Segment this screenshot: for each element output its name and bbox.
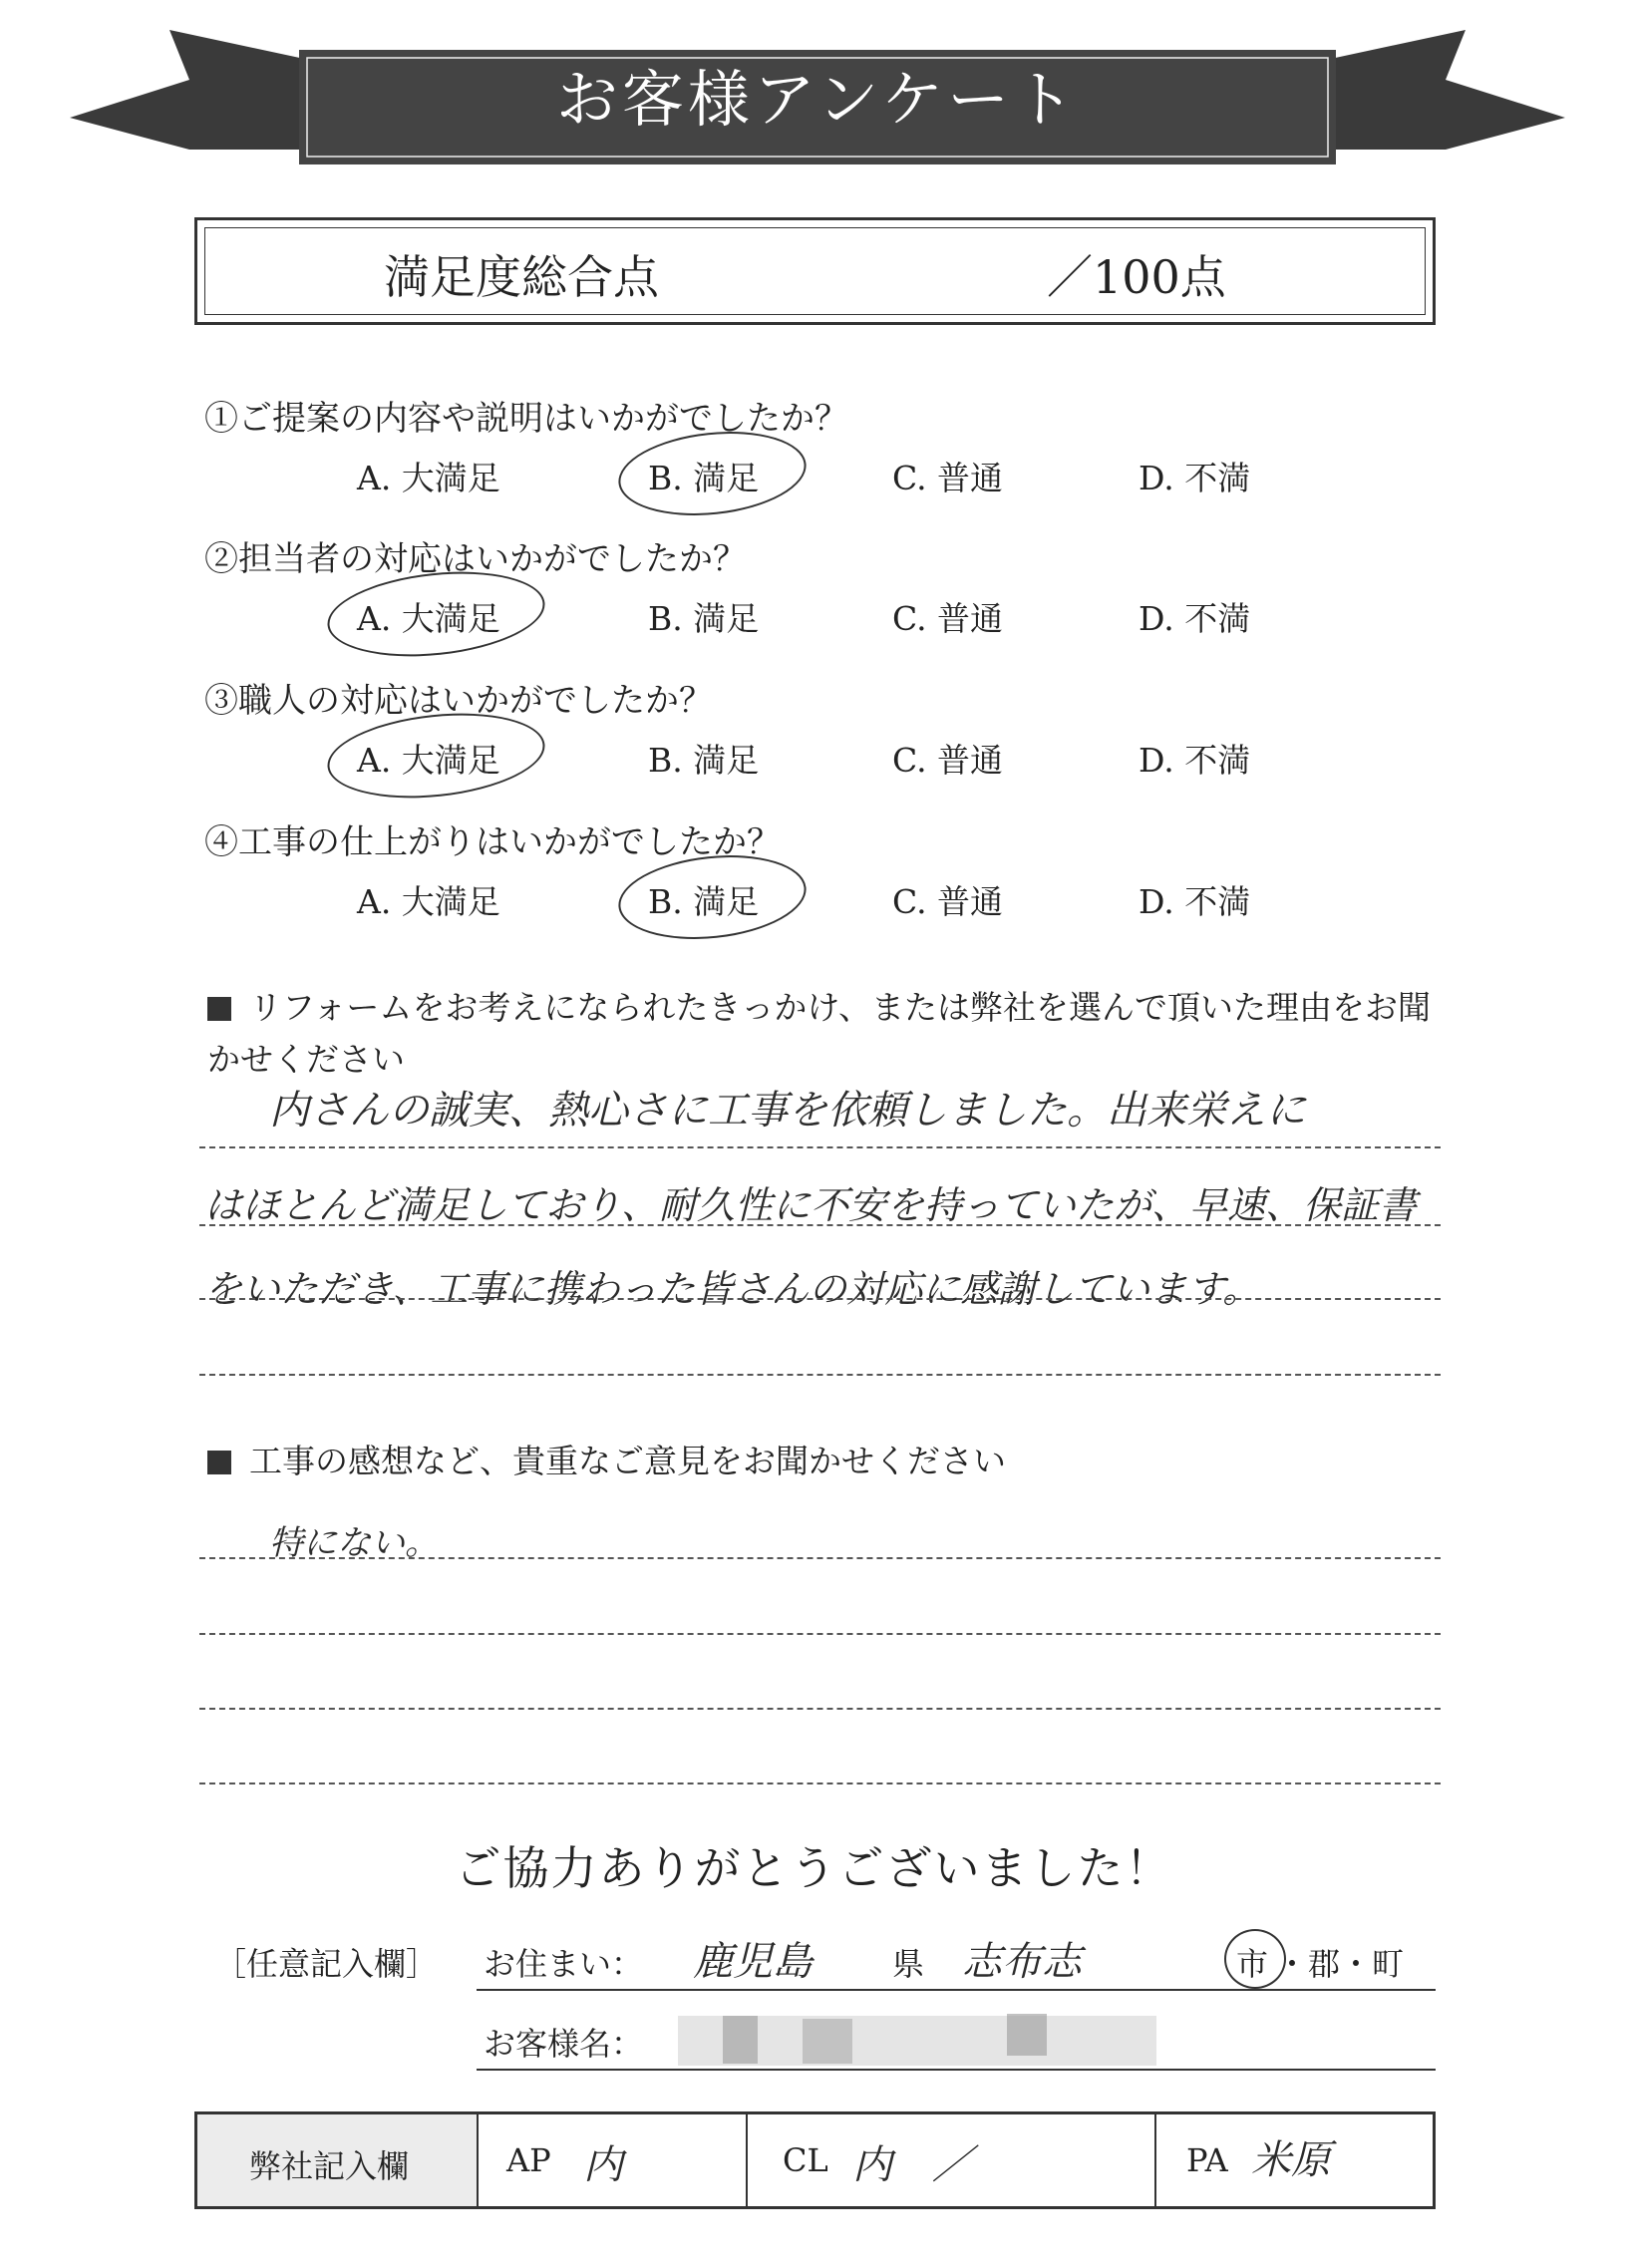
impression-rule-1 [199, 1557, 1441, 1559]
optional-label: ［任意記入欄］ [214, 1945, 439, 1983]
ap-label: AP [506, 2141, 551, 2179]
question-3-option-a[interactable]: A. 大満足 [357, 741, 500, 780]
cl-label: CL [783, 2141, 828, 2179]
address-underline [477, 1989, 1436, 1991]
prefecture-suffix: 県 [892, 1945, 925, 1983]
question-3-option-c[interactable]: C. 普通 [892, 741, 1004, 780]
question-2-option-b[interactable]: B. 満足 [648, 599, 760, 638]
impression-rule-4 [199, 1782, 1441, 1784]
reason-rule-4 [199, 1374, 1441, 1376]
question-3: ③職人の対応はいかがでしたか？ [204, 681, 713, 721]
address-label: お住まい： [484, 1945, 644, 1983]
question-4-option-a[interactable]: A. 大満足 [357, 882, 500, 921]
question-2: ②担当者の対応はいかがでしたか？ [204, 539, 747, 579]
reason-rule-1 [199, 1146, 1441, 1148]
square-bullet-icon [207, 1451, 231, 1474]
redacted-name-block [1007, 2014, 1047, 2056]
name-label: お客様名： [484, 2025, 644, 2063]
redacted-name-block [723, 2016, 758, 2064]
score-max-label: ／100点 [1047, 250, 1226, 304]
question-4-option-d[interactable]: D. 不満 [1139, 882, 1251, 921]
reason-line-3: をいただき、工事に携わった皆さんの対応に感謝しています。 [204, 1267, 1261, 1311]
reason-section-title [207, 982, 1454, 1086]
reason-rule-2 [199, 1224, 1441, 1226]
question-3-option-d[interactable]: D. 不満 [1139, 741, 1251, 780]
prefecture-value: 鹿児島 [693, 1939, 813, 1985]
question-2-option-c[interactable]: C. 普通 [892, 599, 1004, 638]
pa-value: 米原 [1251, 2137, 1331, 2183]
reason-title-text: リフォームをお考えになられたきっかけ、または弊社を選んで頂いた理由をお聞かせください [207, 988, 1432, 1079]
question-1-option-b[interactable]: B. 満足 [648, 459, 760, 497]
reason-line-1: 内さんの誠実、熱心さに工事を依頼しました。出来栄えに [269, 1088, 1306, 1134]
ap-value: 内 [583, 2142, 623, 2188]
impression-line-1: 特にない。 [269, 1523, 439, 1563]
score-label: 満足度総合点 [384, 250, 659, 304]
question-4: ④工事の仕上がりはいかがでしたか？ [204, 822, 781, 862]
city-type-shi: 市 [1236, 1945, 1269, 1983]
thanks-message: ご協力ありがとうございました！ [455, 1841, 1173, 1895]
question-2-option-a[interactable]: A. 大満足 [357, 599, 500, 638]
name-underline [477, 2069, 1436, 2071]
square-bullet-icon [207, 997, 231, 1021]
question-1-option-a[interactable]: A. 大満足 [357, 459, 500, 497]
question-1-option-d[interactable]: D. 不満 [1139, 459, 1251, 497]
redacted-name-block [803, 2019, 852, 2064]
question-4-option-b[interactable]: B. 満足 [648, 882, 760, 921]
city-value: 志布志 [962, 1939, 1082, 1985]
impression-rule-3 [199, 1708, 1441, 1710]
city-type-others: ・郡・町 [1276, 1945, 1405, 1983]
pa-label: PA [1186, 2141, 1228, 2179]
question-4-option-c[interactable]: C. 普通 [892, 882, 1004, 921]
staff-label: 弊社記入欄 [249, 2147, 410, 2185]
impression-title-text: 工事の感想など、貴重なご意見をお聞かせください [249, 1442, 1006, 1480]
question-1: ①ご提案の内容や説明はいかがでしたか？ [204, 399, 848, 439]
reason-rule-3 [199, 1298, 1441, 1300]
impression-section-title [207, 1436, 1454, 1487]
question-1-option-c[interactable]: C. 普通 [892, 459, 1004, 497]
question-2-option-d[interactable]: D. 不満 [1139, 599, 1251, 638]
reason-line-2: はほとんど満足しており、耐久性に不安を持っていたが、早速、保証書 [204, 1183, 1418, 1227]
cl-value: 内 ／ [852, 2142, 972, 2188]
impression-rule-2 [199, 1633, 1441, 1635]
question-3-option-b[interactable]: B. 満足 [648, 741, 760, 780]
page-title: お客様アンケート [555, 63, 1080, 136]
